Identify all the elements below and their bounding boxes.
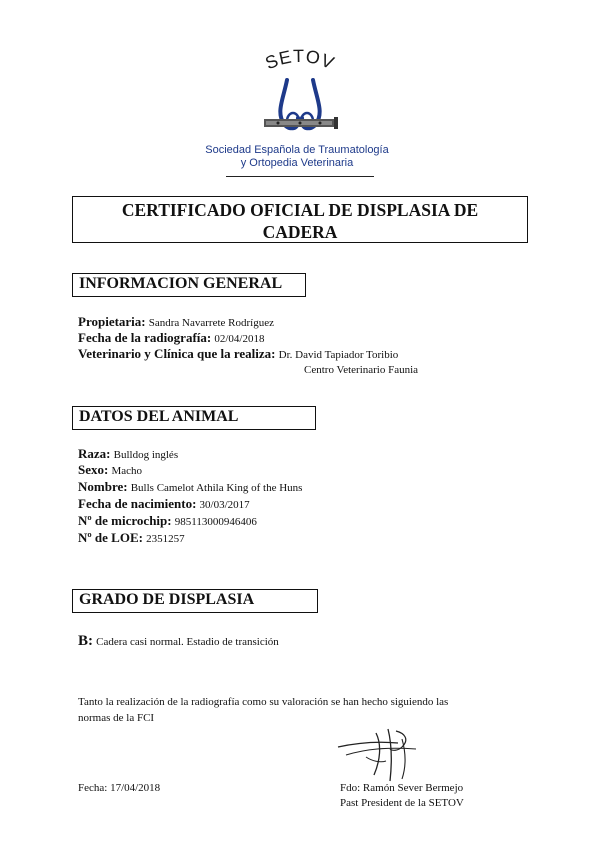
- loe-label: Nº de LOE:: [78, 530, 143, 545]
- clinic-value: Centro Veterinario Faunia: [304, 364, 419, 376]
- vet-value: Dr. David Tapiador Toribio: [278, 349, 399, 361]
- logo-acronym: SETOV: [262, 45, 338, 74]
- fci-note: [78, 694, 518, 726]
- grade-letter: B:: [78, 633, 93, 649]
- grade-text: Cadera casi normal. Estadio de transición: [96, 636, 279, 648]
- signature: [336, 725, 436, 785]
- loe-value: 2351257: [146, 533, 185, 545]
- breed-label: Raza:: [78, 446, 111, 461]
- owner-row: [78, 314, 274, 330]
- vet-label: Veterinario y Clínica que la realiza:: [78, 346, 276, 361]
- birth-value: 30/03/2017: [199, 499, 250, 511]
- sex-label: Sexo:: [78, 462, 109, 477]
- loe-row: [78, 530, 185, 546]
- xray-date-label: Fecha de la radiografía:: [78, 330, 212, 345]
- section-heading-animal: DATOS DEL ANIMAL: [72, 406, 316, 430]
- fci-note-line1: Tanto la realización de la radiografía como su valoración se han hecho siguiendo las: [78, 696, 449, 708]
- owner-label: Propietaria:: [78, 314, 146, 329]
- signer-title: Past President de la SETOV: [340, 797, 464, 809]
- title-line1: CERTIFICADO OFICIAL DE DISPLASIA DE: [121, 200, 479, 220]
- chip-value: 985113000946406: [174, 516, 257, 528]
- xray-date-value: 02/04/2018: [214, 333, 265, 345]
- owner-value: Sandra Navarrete Rodríguez: [148, 317, 274, 329]
- society-name-line2: y Ortopedia Veterinaria: [240, 157, 354, 169]
- certificate-title: [72, 196, 528, 243]
- birth-label: Fecha de nacimiento:: [78, 496, 197, 511]
- fci-note-line2: normas de la FCI: [78, 712, 155, 724]
- sex-row: [78, 462, 142, 478]
- chip-label: Nº de microchip:: [78, 513, 172, 528]
- chip-row: [78, 513, 257, 529]
- breed-value: Bulldog inglés: [113, 449, 179, 461]
- logo-divider: [226, 176, 374, 177]
- society-name-line1: Sociedad Española de Traumatología: [205, 144, 389, 156]
- xray-date-row: [78, 330, 264, 346]
- section-heading-grade: GRADO DE DISPLASIA: [72, 589, 318, 613]
- title-line2: CADERA: [262, 222, 338, 242]
- certificate-date: Fecha: 17/04/2018: [78, 782, 161, 794]
- vet-row: [78, 346, 398, 362]
- name-row: [78, 479, 302, 495]
- birth-row: [78, 496, 250, 512]
- breed-row: [78, 446, 178, 462]
- name-label: Nombre:: [78, 479, 128, 494]
- name-value: Bulls Camelot Athila King of the Huns: [130, 482, 303, 494]
- signer-name: Fdo: Ramón Sever Bermejo: [340, 782, 464, 794]
- sex-value: Macho: [111, 465, 143, 477]
- section-heading-general: INFORMACION GENERAL: [72, 273, 306, 297]
- grade-row: [78, 633, 279, 650]
